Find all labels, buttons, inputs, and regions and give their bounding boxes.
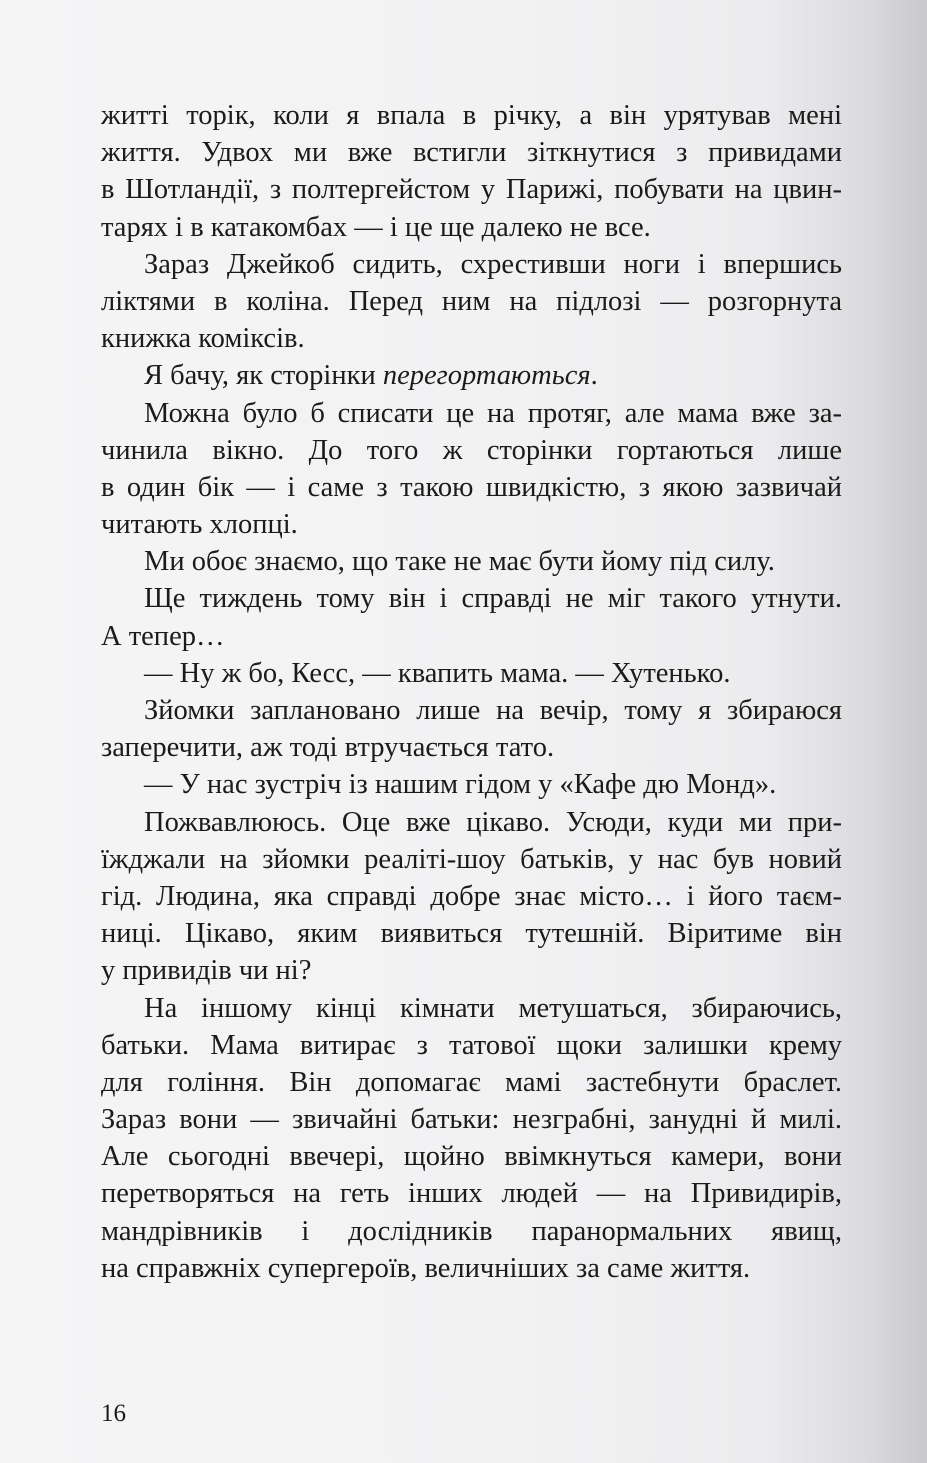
text-line: — У нас зустріч із нашим гідом у «Кафе дю Монд».: [144, 769, 777, 801]
text-line: А тепер…: [101, 620, 225, 652]
text-line: заперечити, аж тоді втручається тато.: [101, 732, 555, 764]
text-line: на справжніх супергероїв, величніших за саме життя.: [101, 1252, 751, 1284]
text-line: гід. Людина, яка справді добре знає місто… і його таєм-: [101, 880, 842, 912]
text-line: книжка коміксів.: [101, 323, 305, 355]
text-line: Ще тиждень тому він і справді не міг такого утнути.: [144, 583, 842, 615]
emphasis-text: перегортаються: [382, 360, 591, 392]
text-span: .: [590, 360, 598, 392]
paragraph-3: [101, 357, 842, 394]
text-line: їжджали на зйомки реаліті-шоу батьків, у нас був новий: [101, 843, 842, 875]
text-line: На іншому кінці кімнати метушаться, збираючись,: [144, 992, 842, 1024]
text-line: Але сьогодні ввечері, щойно ввімкнуться камери, вони: [101, 1141, 842, 1173]
text-line: в Шотландії, з полтергейстом у Парижі, побувати на цвин-: [101, 174, 842, 206]
paragraph-2: [101, 246, 842, 358]
paragraph-1: [101, 97, 842, 246]
text-line: мандрівників і дослідників паранормальних явищ,: [101, 1215, 842, 1247]
body-text: [101, 97, 842, 1287]
text-line: Пожвавлююсь. Оце вже цікаво. Усюди, куди ми при-: [144, 806, 842, 838]
text-line: Зараз вони — звичайні батьки: незграбні, занудні й милі.: [101, 1104, 842, 1136]
text-line: для гоління. Він допомагає мамі застебнути браслет.: [101, 1066, 842, 1098]
paragraph-6: [101, 580, 842, 654]
text-line: Зараз Джейкоб сидить, схрестивши ноги і впершись: [144, 248, 842, 280]
text-line: — Ну ж бо, Кесс, — квапить мама. — Хутенько.: [144, 657, 731, 689]
text-line: ниці. Цікаво, яким виявиться тутешній. Віритиме він: [101, 918, 842, 950]
paragraph-10: [101, 804, 842, 990]
text-line: Ми обоє знаємо, що таке не має бути йому під силу.: [144, 546, 775, 578]
page-number: 16: [101, 1400, 126, 1427]
paragraph-5: [101, 543, 842, 580]
text-line: перетворяться на геть інших людей — на Привидирів,: [101, 1178, 842, 1210]
text-line: батьки. Мама витирає з татової щоки залишки крему: [101, 1029, 842, 1061]
text-span: Я бачу, як сторінки: [144, 360, 383, 392]
text-line: ліктями в коліна. Перед ним на підлозі — розгорнута: [101, 285, 842, 317]
text-line: Можна було б списати це на протяг, але мама вже за-: [144, 397, 842, 429]
paragraph-9: [101, 766, 842, 803]
text-line: у привидів чи ні?: [101, 955, 312, 987]
text-line: Зйомки заплановано лише на вечір, тому я збираюся: [144, 695, 842, 726]
text-line: тарях і в катакомбах — і це ще далеко не все.: [101, 211, 651, 243]
text-line: читають хлопці.: [101, 509, 298, 541]
text-line: в один бік — і саме з такою швидкістю, з якою зазвичай: [101, 471, 842, 503]
paragraph-4: [101, 395, 842, 544]
text-line: житті торік, коли я впала в річку, а він урятував мені: [101, 100, 842, 131]
paragraph-8: [101, 692, 842, 766]
text-line: [101, 357, 842, 394]
text-line: чинила вікно. До того ж сторінки гортаються лише: [101, 434, 842, 466]
paragraph-11: [101, 990, 842, 1288]
paragraph-7: [101, 655, 842, 692]
text-line: життя. Удвох ми вже встигли зіткнутися з привидами: [101, 137, 842, 169]
